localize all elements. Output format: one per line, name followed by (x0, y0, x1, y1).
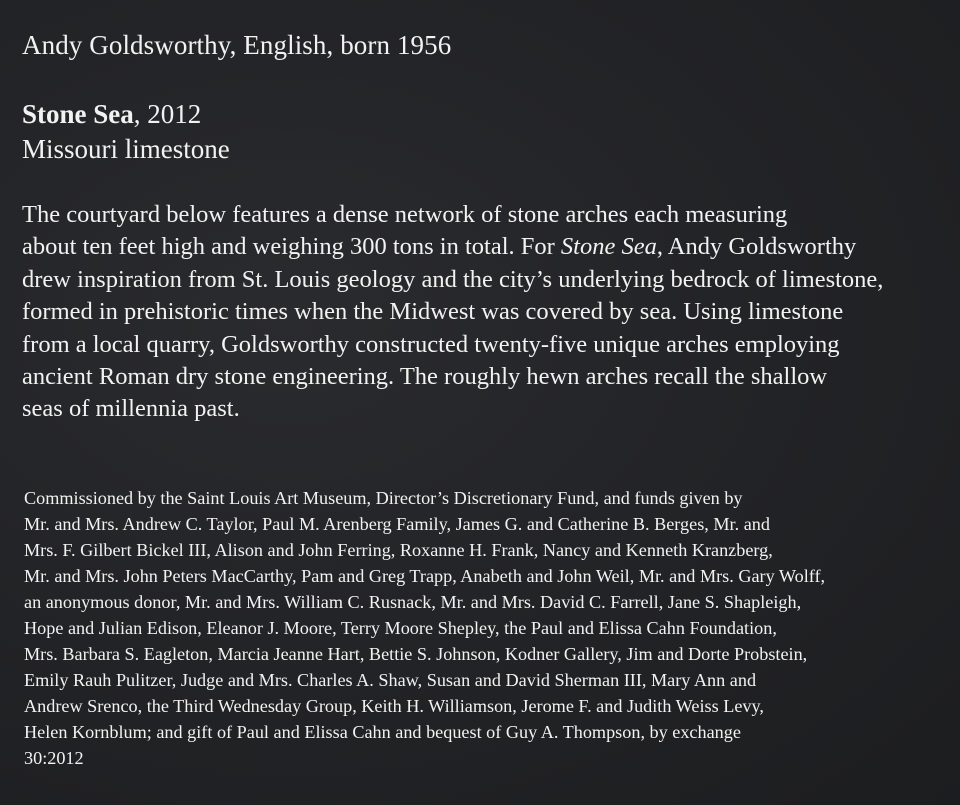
description-line (22, 231, 934, 263)
artist-line: Andy Goldsworthy, English, born 1956 (22, 30, 452, 60)
description-line (22, 264, 934, 296)
artwork-title: Stone Sea (22, 99, 134, 129)
artwork-date: , 2012 (133, 99, 202, 129)
description-text: formed in prehistoric times when the Midwest was covered by sea. Using limestone (22, 298, 844, 326)
credit-line: Hope and Julian Edison, Eleanor J. Moore, Terry Moore Shepley, the Paul and Elissa Cahn Foundation, (24, 618, 777, 638)
credit-line: Mr. and Mrs. John Peters MacCarthy, Pam and Greg Trapp, Anabeth and John Weil, Mr. and Mrs. Gary Wolff, (24, 566, 826, 586)
description-line (22, 296, 934, 328)
artwork-title-line (22, 97, 230, 132)
credit-line: Emily Rauh Pulitzer, Judge and Mrs. Charles A. Shaw, Susan and David Sherman III, Mary Ann and (24, 670, 757, 690)
description-text: from a local quarry, Goldsworthy constructed twenty-five unique arches employing (22, 330, 840, 358)
accession-number: 30:2012 (24, 748, 84, 768)
description-text: about ten feet high and weighing 300 tons in total. For (22, 233, 561, 261)
artwork-title-block (22, 97, 230, 167)
credit-line: Andrew Srenco, the Third Wednesday Group, Keith H. Williamson, Jerome F. and Judith Weiss Levy, (24, 696, 764, 716)
credit-line: an anonymous donor, Mr. and Mrs. William C. Rusnack, Mr. and Mrs. David C. Farrell, Jane S. Shapleigh, (24, 592, 802, 612)
description-line (22, 393, 934, 425)
description-text: The courtyard below features a dense network of stone arches each measuring (22, 201, 788, 228)
description-line (22, 329, 934, 361)
description-italic-title: Stone Sea (560, 233, 657, 261)
description-line (22, 361, 934, 393)
description-text: ancient Roman dry stone engineering. The roughly hewn arches recall the shallow (22, 363, 828, 391)
credit-line: Helen Kornblum; and gift of Paul and Elissa Cahn and bequest of Guy A. Thompson, by exchange (24, 722, 741, 742)
description-text: seas of millennia past. (22, 395, 240, 423)
credit-line: Mrs. Barbara S. Eagleton, Marcia Jeanne Hart, Bettie S. Johnson, Kodner Gallery, Jim and Dorte Probstein, (24, 644, 808, 664)
credit-line: Commissioned by the Saint Louis Art Museum, Director’s Discretionary Fund, and funds given by (24, 488, 743, 508)
description-paragraph (22, 199, 934, 426)
credit-line: Mrs. F. Gilbert Bickel III, Alison and John Ferring, Roxanne H. Frank, Nancy and Kenneth Kranzberg, (24, 540, 773, 560)
credit-line: Mr. and Mrs. Andrew C. Taylor, Paul M. Arenberg Family, James G. and Catherine B. Berges, Mr. and (24, 514, 770, 534)
artwork-medium: Missouri limestone (22, 134, 230, 164)
credit-line-paragraph (24, 485, 940, 771)
description-text: , Andy Goldsworthy (656, 233, 857, 261)
description-line (22, 199, 934, 231)
description-text: drew inspiration from St. Louis geology and the city’s underlying bedrock of limestone, (22, 265, 884, 293)
